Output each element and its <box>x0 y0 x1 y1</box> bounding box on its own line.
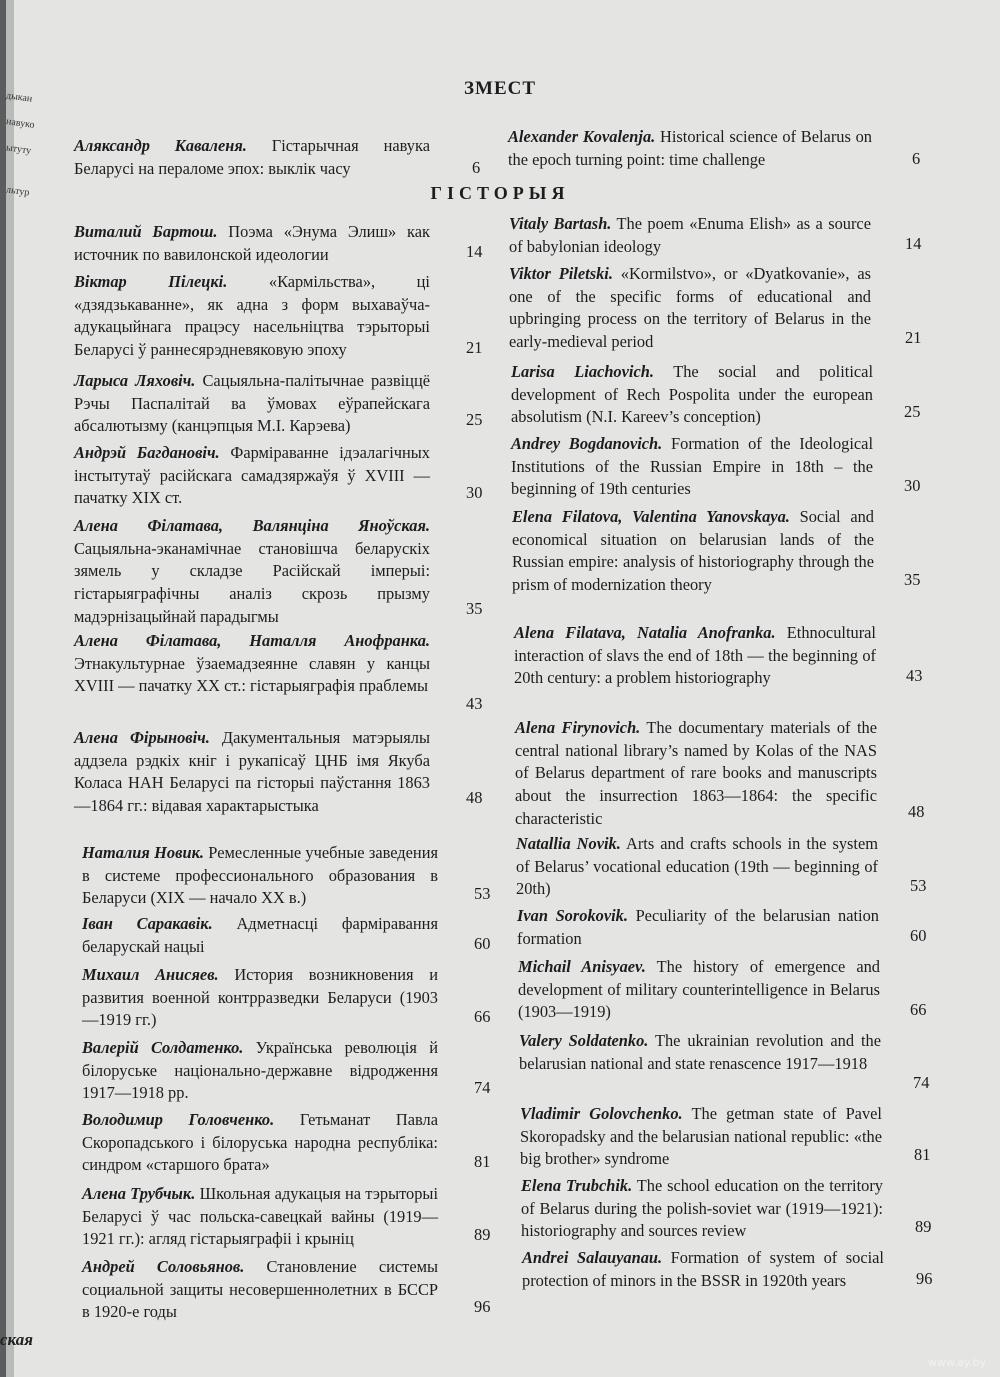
author-name: Alena Firynovich. <box>515 718 641 737</box>
toc-entry-right-5 <box>512 506 921 597</box>
toc-entry-left-3 <box>74 370 483 438</box>
page-number: 81 <box>914 1145 931 1164</box>
toc-entry-right-8 <box>516 833 927 901</box>
page-number: 14 <box>466 242 483 261</box>
entry-title: Становление системы социальной защиты несовершеннолетних в БССР в 1920-е годы <box>82 1257 438 1322</box>
edge-fragment-1: дыкан <box>5 90 33 105</box>
page-number: 14 <box>905 234 922 253</box>
author-name: Ivan Sorokovik. <box>517 906 628 925</box>
toc-entry-right-10 <box>518 956 927 1024</box>
toc-entry-left-1 <box>74 221 483 266</box>
entry-title: Гетьманат Павла Скоропадського і білоруська народна республіка: синдром «старшого брата» <box>82 1110 438 1175</box>
toc-entry-left-13 <box>82 1183 491 1251</box>
page-number: 35 <box>466 599 483 618</box>
page-number: 89 <box>915 1217 932 1236</box>
author-name: Віктар Пілецкі. <box>74 272 228 291</box>
entry-title: Поэма «Энума Элиш» как источник по вавилонской идеологии <box>74 222 430 264</box>
toc-entry-left-12 <box>82 1109 491 1177</box>
author-name: Алена Фірыновіч. <box>74 728 210 747</box>
page-number: 48 <box>908 802 925 821</box>
page-number: 43 <box>466 694 483 713</box>
section-heading: ГІСТОРЫЯ <box>430 183 570 203</box>
edge-fragment-4: льтур <box>5 184 31 199</box>
toc-entry-left-11 <box>82 1037 491 1105</box>
page-number: 66 <box>474 1007 491 1026</box>
edge-fragment-3: ытуту <box>5 142 32 157</box>
page-number: 21 <box>905 328 922 347</box>
entry-title: The social and political development of Rech Pospolita under the european absolutism (N.I. Kareev’s conception) <box>511 362 873 427</box>
author-name: Larisa Liachovich. <box>511 362 654 381</box>
author-name: Andrei Salauyanau. <box>522 1248 663 1267</box>
entry-title: «Кармільства», ці «дзядзькаванне», як адна з форм выхаваўча-адукацыйнага працэсу насельніцтва тэрыторыі Беларусі ў раннесярэдневяковую эпоху <box>74 272 430 360</box>
author-name: Алена Філатава, Наталля Анофранка. <box>74 631 430 650</box>
author-name: Vitaly Bartash. <box>509 214 612 233</box>
toc-entry-right-4 <box>511 433 921 501</box>
toc-entry-left-10 <box>82 964 491 1032</box>
intro-right-entry <box>508 126 921 171</box>
entry-title: Formation of the Ideological Institutions of the Russian Empire in 18th – the beginning of 19th centuries <box>511 434 873 499</box>
author-name: Валерій Солдатенко. <box>82 1038 244 1057</box>
page-number: 25 <box>904 402 921 421</box>
author-name: Valery Soldatenko. <box>519 1031 649 1050</box>
book-spine <box>0 0 6 1377</box>
author-name: Vladimir Golovchenko. <box>520 1104 683 1123</box>
toc-entry-right-2 <box>509 263 922 354</box>
toc-entry-left-2 <box>74 271 483 362</box>
author-name: Andrey Bogdanovich. <box>511 434 663 453</box>
page-number: 74 <box>913 1073 930 1092</box>
toc-entry-left-8 <box>82 842 491 910</box>
entry-title: Ремесленные учебные заведения в системе профессионального образования в Беларуси (XIX — начало XX в.) <box>82 843 439 908</box>
page-number: 43 <box>906 666 923 685</box>
toc-entry-right-1 <box>509 213 922 258</box>
entry-title: Сацыяльна-эканамічнае становішча беларускіх зямель у складзе Расійскай імперыі: гістарыяграфічны аналіз скрозь прызму мадэрнізацыйнай парадыгмы <box>74 538 430 626</box>
author-name: Андрей Соловьянов. <box>82 1257 245 1276</box>
author-name: Іван Саракавік. <box>82 914 213 933</box>
entry-title: Адметнасці фарміравання беларускай нацыі <box>82 914 438 956</box>
toc-entry-right-13 <box>521 1175 932 1243</box>
author-name: Алена Філатава, Валянціна Яноўская. <box>74 516 430 535</box>
author-name: Natallia Novik. <box>516 834 621 853</box>
intro-left-entry <box>74 135 481 180</box>
entry-title: Peculiarity of the belarusian nation formation <box>517 906 879 948</box>
page-number: 96 <box>916 1269 933 1288</box>
page-number: 96 <box>474 1297 491 1316</box>
author-name: Наталия Новик. <box>82 843 204 862</box>
page-number: 60 <box>910 926 927 945</box>
toc-entry-right-7 <box>515 717 925 831</box>
toc-entry-left-6 <box>74 630 483 713</box>
page-number: 53 <box>474 884 491 903</box>
author-name: Alena Filatava, Natalia Anofranka. <box>514 623 776 642</box>
entry-title: Фарміраванне ідэалагічных інстытутаў расійскага самадзяржаўя ў XVIII — пачатку XIX ст. <box>74 443 430 508</box>
author-name: Андрэй Багдановіч. <box>74 443 220 462</box>
page-number: 35 <box>904 570 921 589</box>
page-number: 89 <box>474 1225 491 1244</box>
toc-entry-left-5 <box>74 515 483 629</box>
entry-title: Дакументальныя матэрыялы аддзела рэдкіх кніг і рукапісаў ЦНБ імя Якуба Коласа НАН Беларусі па гісторыі паўстання 1863—1864 гг.: відавая характарыстыка <box>74 728 430 816</box>
entry-title: The documentary materials of the central national library’s named by Kolas of the NAS of Belarus department of rare books and manuscripts about the insurrection 1863—1864: the specific characteristic <box>515 718 877 828</box>
entry-title: Этнакультурнае ўзаемадзеянне славян у канцы XVIII — пачатку XX ст.: гістарыяграфія праблемы <box>74 653 430 696</box>
toc-entry-left-9 <box>82 913 491 958</box>
author-name: Alexander Kovalenja. <box>508 127 656 146</box>
page-number: 21 <box>466 338 483 357</box>
entry-title: Ethnocultural interaction of slavs the end of 18th — the beginning of 20th century: a problem historiography <box>514 623 876 688</box>
page-number: 30 <box>904 476 921 495</box>
author-name: Michail Anisyaev. <box>518 957 646 976</box>
entry-title: Social and economical situation on belarusian lands of the Russian empire: analysis of historiography through the prism of modernization theory <box>512 507 874 595</box>
entry-title: The getman state of Pavel Skoropadsky and the belarusian national republic: «the big brother» syndrome <box>520 1104 882 1169</box>
author-name: Elena Filatova, Valentina Yanovskaya. <box>512 507 790 526</box>
page-number: 6 <box>472 158 481 177</box>
entry-title: Historical science of Belarus on the epoch turning point: time challenge <box>508 127 872 169</box>
author-name: Viktor Piletski. <box>509 264 613 283</box>
toc-entry-right-11 <box>519 1030 930 1092</box>
page-number: 60 <box>474 934 491 953</box>
author-name: Elena Trubchik. <box>521 1176 633 1195</box>
entry-title: The ukrainian revolution and the belarusian national and state renascence 1917—1918 <box>519 1031 881 1073</box>
entry-title: The history of emergence and development of military counterintelligence in Belarus (1903—1919) <box>518 957 880 1022</box>
toc-entry-left-14 <box>82 1256 491 1324</box>
author-name: Михаил Анисяев. <box>82 965 219 984</box>
page-number: 53 <box>910 876 927 895</box>
entry-title: Formation of system of social protection of minors in the BSSR in 1920th years <box>522 1248 884 1290</box>
edge-fragment-2: навуко <box>5 116 36 131</box>
entry-title: The school education on the territory of Belarus during the polish-soviet war (1919—1921): historiography and sources review <box>521 1176 883 1241</box>
page-number: 74 <box>474 1078 491 1097</box>
author-name: Виталий Бартош. <box>74 222 218 241</box>
watermark: www.ay.by <box>927 1356 986 1369</box>
author-name: Алена Трубчык. <box>82 1184 196 1203</box>
page-number: 48 <box>466 788 483 807</box>
entry-title: Arts and crafts schools in the system of Belarus’ vocational education (19th — beginning of 20th) <box>516 834 879 899</box>
entry-title: Сацыяльна-палітычнае развіццё Рэчы Паспалітай ва ўмовах еўрапейскага абсалютызму (канцэпцыя М.І. Карэева) <box>74 371 431 436</box>
toc-entry-right-3 <box>511 361 921 429</box>
toc-entry-left-4 <box>74 442 483 510</box>
entry-title: Школьная адукацыя на тэрыторыі Беларусі ў час польска-савецкай вайны (1919—1921 гг.): агляд гістарыяграфіі і крыніц <box>82 1184 438 1249</box>
author-name: Аляксандр Каваленя. <box>74 136 247 155</box>
toc-entry-right-9 <box>517 905 927 950</box>
entry-title: «Kormilstvo», or «Dyatkovanie», as one of the specific forms of educational and upbringing process on the territory of Belarus in the early-medieval period <box>509 264 871 352</box>
entry-title: Українська революція й білоруське національно-державне відродження 1917—1918 рр. <box>82 1038 439 1103</box>
page-number: 30 <box>466 483 483 502</box>
entry-title: Гістарычная навука Беларусі на пераломе эпох: выклік часу <box>74 136 430 178</box>
page-number: 25 <box>466 410 483 429</box>
toc-entry-right-6 <box>514 622 923 690</box>
edge-fragment-bottom: ская <box>0 1330 33 1349</box>
author-name: Володимир Головченко. <box>82 1110 275 1129</box>
toc-entry-right-12 <box>520 1103 931 1171</box>
entry-title: The poem «Enuma Elish» as a source of babylonian ideology <box>509 214 871 256</box>
entry-title: История возникновения и развития военной контрразведки Беларуси (1903—1919 гг.) <box>82 965 438 1030</box>
toc-entry-left-7 <box>74 727 483 818</box>
toc-entry-right-14 <box>522 1247 933 1292</box>
author-name: Ларыса Ляховіч. <box>74 371 196 390</box>
page-title: ЗМЕСТ <box>463 78 537 99</box>
page-number: 66 <box>910 1000 927 1019</box>
page-number: 6 <box>912 149 921 168</box>
page-number: 81 <box>474 1152 491 1171</box>
